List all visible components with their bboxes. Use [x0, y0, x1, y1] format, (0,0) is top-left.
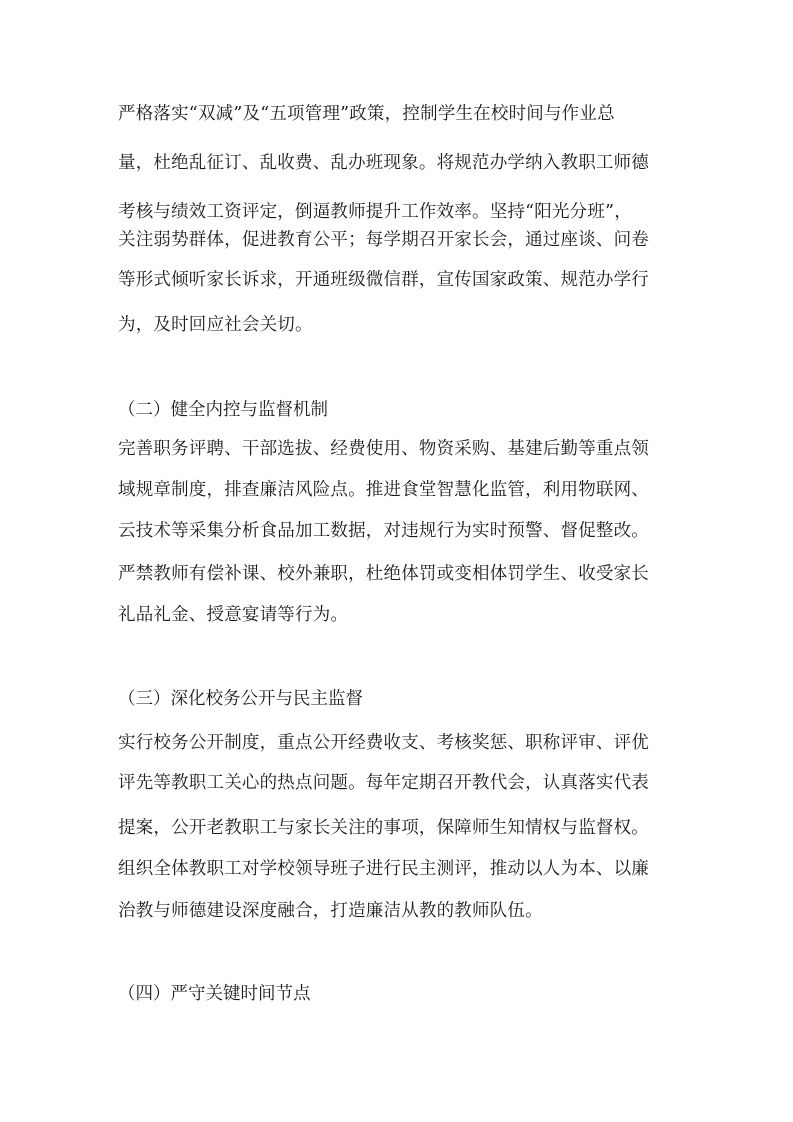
section-heading: （三）深化校务公开与民主监督 — [118, 689, 363, 709]
paragraph-line: 组织全体教职工对学校领导班子进行民主测评，推动以人为本、以廉 — [118, 859, 649, 879]
section-heading: （二）健全内控与监督机制 — [118, 400, 328, 420]
paragraph-line: 实行校务公开制度，重点公开经费收支、考核奖惩、职称评审、评优 — [118, 733, 649, 753]
paragraph-line: 完善职务评聘、干部选拔、经费使用、物资采购、基建后勤等重点领 — [118, 439, 649, 459]
paragraph-line: 为，及时回应社会关切。 — [118, 315, 313, 335]
paragraph-line: 严格落实“双减”及“五项管理”政策，控制学生在校时间与作业总 — [118, 104, 615, 124]
paragraph-line: 量，杜绝乱征订、乱收费、乱办班现象。将规范办学纳入教职工师德 — [118, 153, 649, 173]
paragraph-line: 关注弱势群体，促进教育公平；每学期召开家长会，通过座谈、问卷 — [118, 230, 649, 250]
paragraph-line: 提案，公开老教职工与家长关注的事项，保障师生知情权与监督权。 — [118, 818, 649, 838]
paragraph-line: 严禁教师有偿补课、校外兼职，杜绝体罚或变相体罚学生、收受家长 — [118, 564, 649, 584]
paragraph-line: 评先等教职工关心的热点问题。每年定期召开教代会，认真落实代表 — [118, 773, 649, 793]
paragraph-line: 等形式倾听家长诉求，开通班级微信群，宣传国家政策、规范办学行 — [118, 270, 649, 290]
paragraph-line: 礼品礼金、授意宴请等行为。 — [118, 605, 349, 625]
section-heading: （四）严守关键时间节点 — [118, 984, 311, 1004]
paragraph-line: 云技术等采集分析食品加工数据，对违规行为实时预警、督促整改。 — [118, 521, 649, 541]
paragraph-line: 治教与师德建设深度融合，打造廉洁从教的教师队伍。 — [118, 901, 543, 921]
paragraph-line: 域规章制度，排查廉洁风险点。推进食堂智慧化监管，利用物联网、 — [118, 480, 649, 500]
paragraph-line: 考核与绩效工资评定，倒逼教师提升工作效率。坚持“阳光分班”， — [118, 202, 632, 222]
